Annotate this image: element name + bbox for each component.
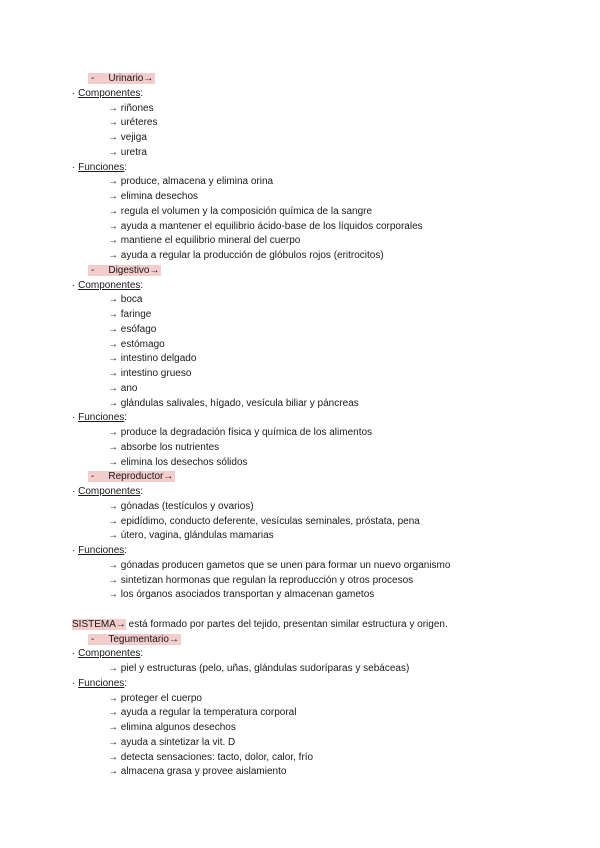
bullet-icon: · xyxy=(72,412,76,424)
bullet-icon: · xyxy=(72,486,76,497)
list-item: → produce la degradación física y química de los alimentos xyxy=(108,427,373,438)
group-colon: : xyxy=(124,677,128,689)
list-item: → regula el volumen y la composición química de la sangre xyxy=(108,205,373,217)
bullet-icon: · xyxy=(72,677,76,689)
list-item: → ayuda a mantener el equilibrio ácido-base de los líquidos corporales xyxy=(108,220,423,232)
list-item: → útero, vagina, glándulas mamarias xyxy=(108,530,274,542)
group-heading xyxy=(0,87,600,102)
list-item: → proteger el cuerpo xyxy=(108,692,202,704)
group-heading xyxy=(0,485,600,500)
system-dash: - xyxy=(91,471,95,483)
group-label: Funciones xyxy=(78,412,125,424)
list-item: → vejiga xyxy=(108,132,147,143)
group-label: Componentes xyxy=(78,486,141,497)
definition-term: SISTEMA→ xyxy=(72,618,126,630)
arrow-icon: → xyxy=(149,264,160,276)
group-colon: : xyxy=(140,486,144,497)
definition-text: está formado por partes del tejido, presentan similar estructura y origen. xyxy=(125,618,448,630)
group-colon: : xyxy=(140,87,144,99)
definition-line xyxy=(0,618,600,633)
list-item: → esófago xyxy=(108,323,157,335)
group-label: Funciones xyxy=(78,161,125,173)
system-heading xyxy=(0,72,600,87)
list-item: → glándulas salivales, hígado, vesícula biliar y páncreas xyxy=(108,397,359,409)
list-item: → produce, almacena y elimina orina xyxy=(108,176,274,188)
list-item: → sintetizan hormonas que regulan la reproducción y otros procesos xyxy=(108,574,414,586)
group-heading xyxy=(0,161,600,176)
list-item: → elimina desechos xyxy=(108,191,199,202)
bullet-icon: · xyxy=(72,87,76,99)
arrow-icon: → xyxy=(143,73,154,84)
list-item: → elimina algunos desechos xyxy=(108,722,236,733)
bullet-icon: · xyxy=(72,161,76,173)
system-highlight xyxy=(88,265,161,276)
group-heading xyxy=(0,544,600,559)
group-colon: : xyxy=(140,648,144,660)
list-item: → los órganos asociados transportan y almacenan gametos xyxy=(108,589,375,601)
list-item: → absorbe los nutrientes xyxy=(108,441,220,453)
document-body xyxy=(0,72,600,780)
system-name: Tegumentario xyxy=(108,633,169,645)
arrow-icon: → xyxy=(168,633,179,645)
list-item: → gónadas (testículos y ovarios) xyxy=(108,500,254,512)
group-heading xyxy=(0,411,600,426)
system-heading xyxy=(0,633,600,648)
list-item: → almacena grasa y provee aislamiento xyxy=(108,766,287,778)
list-item: → detecta sensaciones: tacto, dolor, calor, frío xyxy=(108,751,314,763)
list-item: → faringe xyxy=(108,309,152,320)
system-heading xyxy=(0,470,600,485)
list-item: → elimina los desechos sólidos xyxy=(108,456,248,468)
list-item: → ayuda a regular la temperatura corporal xyxy=(108,707,297,719)
list-item: → estómago xyxy=(108,338,165,350)
system-dash: - xyxy=(91,264,95,276)
list-item: → intestino grueso xyxy=(108,368,192,379)
system-name: Reproductor xyxy=(108,471,164,483)
bullet-icon: · xyxy=(72,279,76,291)
group-label: Funciones xyxy=(78,545,125,556)
group-colon: : xyxy=(124,545,128,556)
list-item: → ano xyxy=(108,382,138,394)
system-dash: - xyxy=(91,633,95,645)
list-item: → intestino delgado xyxy=(108,353,197,365)
system-highlight xyxy=(88,73,155,84)
list-item: → riñones xyxy=(108,102,154,114)
bullet-icon: · xyxy=(72,545,76,556)
list-item: → ayuda a regular la producción de glóbulos rojos (eritrocitos) xyxy=(108,250,384,261)
group-label: Componentes xyxy=(78,279,141,291)
system-highlight xyxy=(88,471,175,482)
group-colon: : xyxy=(124,412,128,424)
list-item: → piel y estructuras (pelo, uñas, glándulas sudoríparas y sebáceas) xyxy=(108,663,410,674)
group-heading xyxy=(0,677,600,692)
group-heading xyxy=(0,279,600,294)
list-item: → uretra xyxy=(108,146,147,158)
group-label: Funciones xyxy=(78,677,125,689)
group-label: Componentes xyxy=(78,648,141,660)
group-colon: : xyxy=(140,279,144,291)
bullet-icon: · xyxy=(72,648,76,660)
system-dash: - xyxy=(91,73,95,84)
group-label: Componentes xyxy=(78,87,141,99)
spacer xyxy=(0,603,600,618)
list-item: → boca xyxy=(108,294,143,306)
list-item: → mantiene el equilibrio mineral del cuerpo xyxy=(108,235,301,247)
system-name: Urinario xyxy=(108,73,144,84)
list-item: → uréteres xyxy=(108,117,158,129)
group-heading xyxy=(0,647,600,662)
system-highlight xyxy=(88,634,181,645)
list-item: → epidídimo, conducto deferente, vesículas seminales, próstata, pena xyxy=(108,515,420,527)
arrow-icon: → xyxy=(163,471,174,483)
system-heading xyxy=(0,264,600,279)
system-name: Digestivo xyxy=(108,264,150,276)
list-item: → ayuda a sintetizar la vit. D xyxy=(108,736,236,748)
group-colon: : xyxy=(124,161,128,173)
list-item: → gónadas producen gametos que se unen para formar un nuevo organismo xyxy=(108,559,451,571)
